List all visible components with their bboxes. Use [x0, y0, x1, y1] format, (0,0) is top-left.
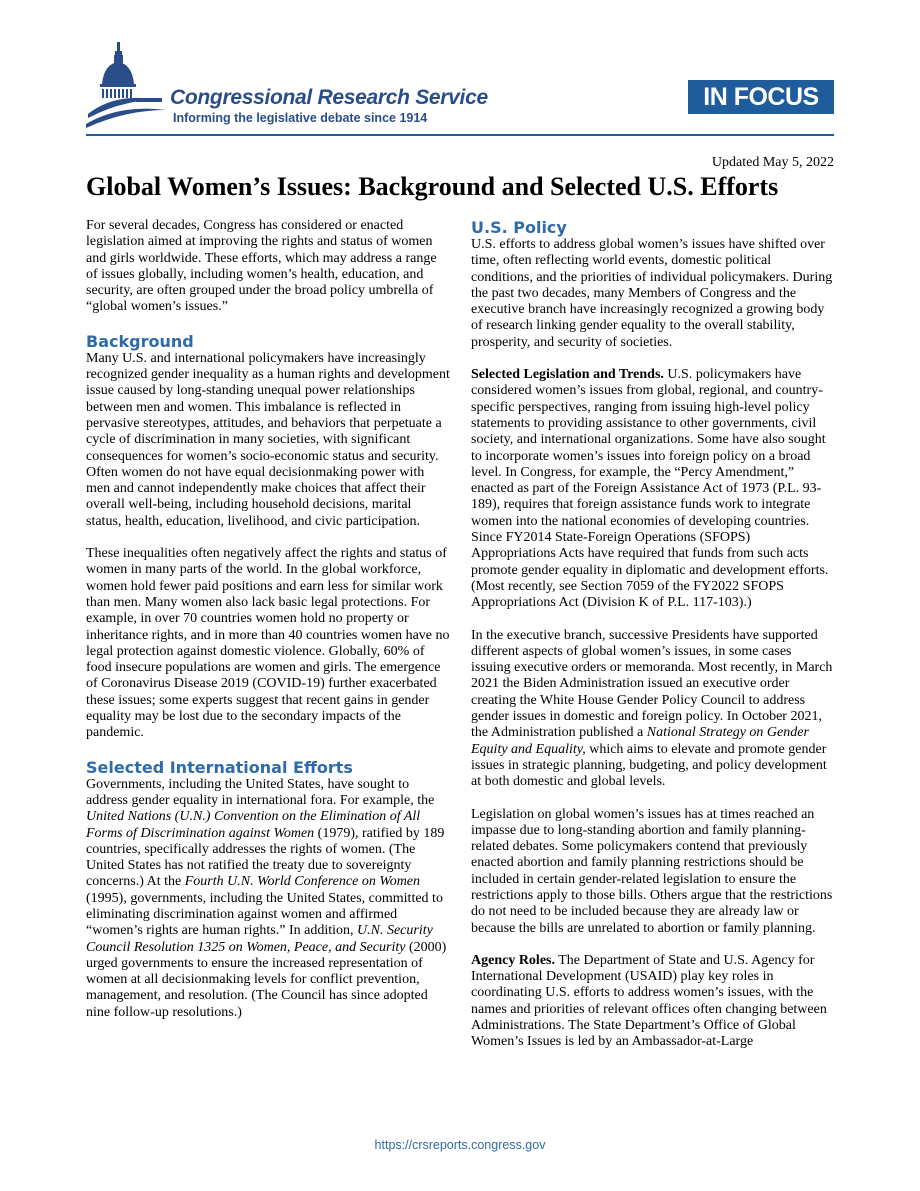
world-conference-title: Fourth U.N. World Conference on Women	[184, 874, 421, 890]
executive-branch-paragraph	[471, 628, 834, 791]
background-heading: Background	[86, 331, 194, 351]
org-name: Congressional Research Service	[170, 86, 488, 109]
us-policy-heading: U.S. Policy	[471, 218, 567, 237]
legislation-paragraph	[471, 367, 834, 611]
in-focus-badge: IN FOCUS	[688, 80, 834, 114]
intro-paragraph: For several decades, Congress has considered or enacted legislation aimed at improving the rights and status of women and girls worldwide. These efforts, which may address a range of issues globally, including women’s health, education, and security, are often grouped under the broad policy umbrella of “global women’s issues.”	[86, 218, 437, 315]
header-rule	[86, 134, 834, 136]
national-strategy-title: National Strategy on Gender Equity and Equality,	[471, 725, 809, 757]
updated-date: Updated May 5, 2022	[711, 155, 834, 170]
legislation-text: U.S. policymakers have considered women’s issues from global, regional, and country-specific perspectives, ranging from issuing high-level policy statements to providing assistance to other governments, civil society, and international organizations. Some have also sought to incorporate women’s issues into foreign policy on a broad level. In Congress, for example, the “Percy Amendment,” enacted as part of the Foreign Assistance Act of 1973 (P.L. 93-189), requires that foreign assistance funds work to integrate women into the national economies of developing countries. Since FY2014 State-Foreign Operations (SFOPS) Appropriations Acts have required that funds from such acts promote gender equality in diplomatic and development efforts. (Most recently, see Section 7059 of the FY2022 SFOPS Appropriations Act (Division K of P.L. 117-103).)	[471, 367, 829, 611]
legislation-runin-heading: Selected Legislation and Trends.	[471, 367, 664, 383]
footer-url[interactable]: https://crsreports.congress.gov	[374, 1138, 546, 1152]
crs-logo	[86, 40, 506, 130]
cedaw-title: United Nations (U.N.) Convention on the Elimination of All Forms of Discrimination against Women	[86, 809, 421, 841]
left-column	[86, 218, 450, 1037]
intl-text-a: Governments, including the United States, have sought to address gender equality in international fora. For example, the	[86, 776, 435, 808]
intl-text-g: (2000) urged governments to ensure the increased representation of women at all decisionmaking levels for conflict prevention, management, and resolution. (The Council has since adopted nine follow-up resolutions.)	[86, 939, 447, 1020]
agency-runin-heading: Agency Roles.	[471, 952, 555, 968]
intl-text-e: (1995), governments, including the United States, committed to eliminating discrimination against women and affirmed “women’s rights are human rights.” In addition,	[86, 890, 443, 939]
exec-text-a: In the executive branch, successive Presidents have supported different aspects of global women’s issues, in some cases issuing executive orders or memoranda. Most recently, in March 2021 the Biden Administration issued an executive order creating the White House Gender Policy Council to address gender issues in domestic and foreign policy. In October 2021, the Administration published a	[471, 627, 833, 741]
impasse-paragraph: Legislation on global women’s issues has at times reached an impasse due to long-standing abortion and family planning-related debates. Some policymakers contend that previously enacted abortion and family planning restrictions should be included in certain gender-related legislation to ensure the restrictions apply to those bills. Others argue that the restrictions do not need to be included because they are already law or because the bills are unrelated to abortion or family planning.	[471, 806, 833, 936]
page-title: Global Women’s Issues: Background and Selected U.S. Efforts	[86, 172, 779, 201]
background-paragraph-1: Many U.S. and international policymakers have increasingly recognized gender inequality as a human rights and development issue caused by long-standing unequal power relationships between men and women. This imbalance is reflected in pervasive stereotypes, attitudes, and behaviors that perpetuate a cycle of discrimination in many societies, with significant consequences for women’s socio-economic status and security. Often women do not have equal decisionmaking power with men and cannot independently make choices that affect their overall well-being, including household decisions, marital status, health, education, livelihood, and civic participation.	[86, 350, 450, 529]
intl-efforts-paragraph	[86, 777, 450, 1021]
agency-roles-paragraph	[471, 953, 834, 1051]
intl-text-c: (1979), ratified by 189 countries, specifically addresses the rights of women. (The United States has not ratified the treaty due to sovereignty concerns.) At the	[86, 825, 445, 890]
background-paragraph-2: These inequalities often negatively affect the rights and status of women in many parts of the world. In the global workforce, women hold fewer paid positions and earn less for similar work than men. Many women also lack basic legal protections. For example, in over 70 countries women hold no property or inheritance rights, and in more than 40 countries women have no legal protection against domestic violence. Globally, 60% of food insecure populations are women and girls. The emergence of Coronavirus Disease 2019 (COVID-19) further exacerbated these issues; some experts suggest that recent gains in gender equality may be lost due to the secondary impacts of the pandemic.	[86, 546, 450, 741]
right-column	[471, 218, 834, 1067]
intl-efforts-heading: Selected International Efforts	[86, 757, 353, 777]
agency-text: The Department of State and U.S. Agency for International Development (USAID) play key roles in coordinating U.S. efforts to address women’s issues, with the names and priorities of relevant offices often changing between Administrations. The State Department’s Office of Global Women’s Issues is led by an Ambassador-at-Large	[471, 952, 827, 1050]
us-policy-paragraph: U.S. efforts to address global women’s issues have shifted over time, often reflecting world events, domestic political conditions, and the priorities of individual policymakers. During the past two decades, many Members of Congress and the executive branch have increasingly recognized a growing body of research linking gender equality to the overall stability, prosperity, and security of societies.	[471, 237, 833, 350]
exec-text-c: which aims to elevate and promote gender issues in strategic planning, budgeting, and policy development at both domestic and global levels.	[471, 741, 827, 790]
capitol-dome-icon	[86, 40, 168, 130]
org-tagline: Informing the legislative debate since 1914	[173, 111, 428, 125]
resolution-1325-title: U.N. Security Council Resolution 1325 on Women, Peace, and Security	[86, 923, 433, 955]
